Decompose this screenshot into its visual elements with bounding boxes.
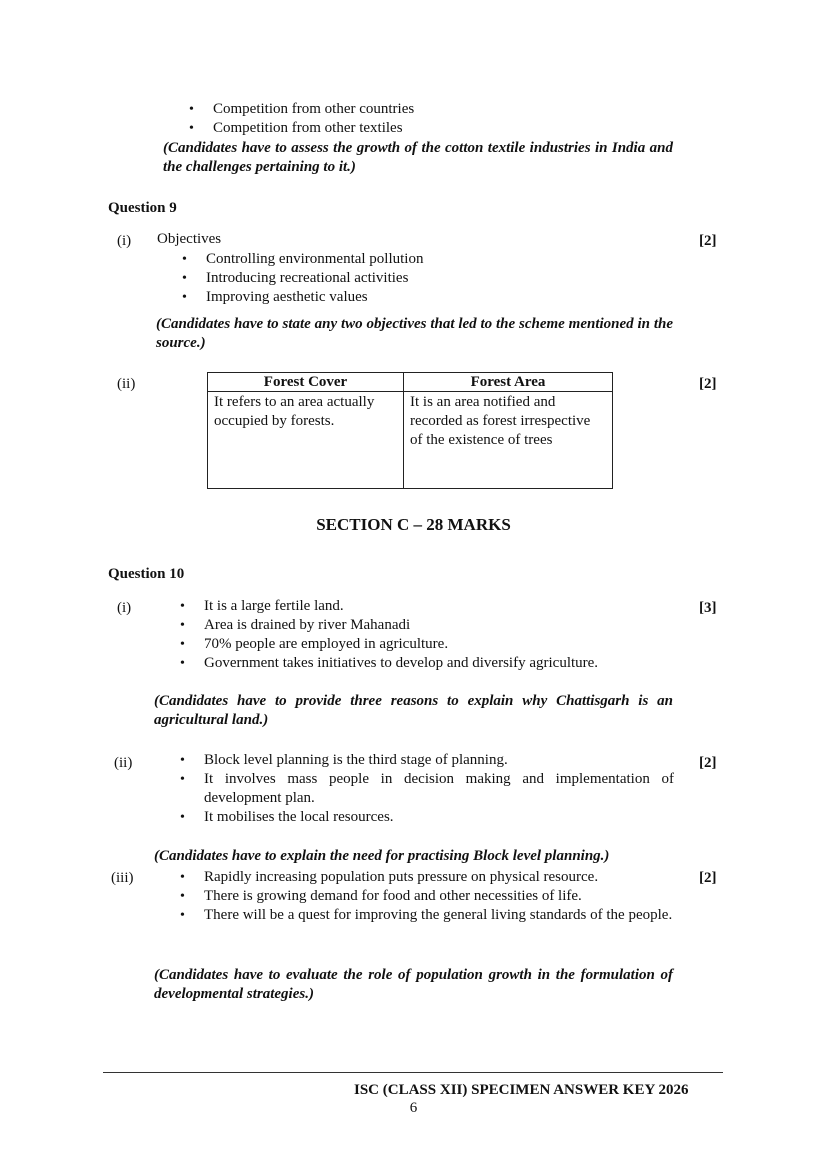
q10-part2-number: (ii) [114,755,133,771]
q9-part1-marks: [2] [699,233,717,249]
q10-part3-number: (iii) [111,870,134,886]
list-item: • Improving aesthetic values [206,288,666,307]
q10-part1-number: (i) [117,600,132,616]
list-item: • 70% people are employed in agriculture. [204,635,674,654]
section-c-heading: SECTION C – 28 MARKS [316,515,511,534]
q10-part2-bullets [204,751,674,827]
question-10-heading: Question 10 [108,566,185,582]
list-item: • There is growing demand for food and other necessities of life. [204,887,674,906]
list-item: • It involves mass people in decision making and implementation of development plan. [204,770,674,808]
table-header-forest-cover: Forest Cover [208,373,404,392]
table-cell-forest-cover: It refers to an area actually occupied by forests. [208,392,404,489]
q10-part3-bullets [204,868,674,925]
footer-title: ISC (CLASS XII) SPECIMEN ANSWER KEY 2026 [354,1082,689,1098]
list-item: • Government takes initiatives to develop and diversify agriculture. [204,654,674,673]
footer-rule [103,1072,723,1073]
table-cell-forest-area: It is an area notified and recorded as forest irrespective of the existence of trees [404,392,613,489]
q9-part2-number: (ii) [117,376,136,392]
q10-part1-marks: [3] [699,600,717,616]
q10-part3-candidate-note: (Candidates have to evaluate the role of population growth in the formulation of developmental strategies.) [154,967,673,1002]
list-item: • Block level planning is the third stage of planning. [204,751,674,770]
q10-part1-candidate-note: (Candidates have to provide three reasons to explain why Chattisgarh is an agricultural land.) [154,693,673,728]
page-number: 6 [409,1100,418,1116]
list-item: • Rapidly increasing population puts pressure on physical resource. [204,868,674,887]
q10-part1-bullets [204,597,674,673]
table-header-forest-area: Forest Area [404,373,613,392]
list-item: • Area is drained by river Mahanadi [204,616,674,635]
q10-part2-candidate-note: (Candidates have to explain the need for practising Block level planning.) [154,848,610,864]
q9-part1-candidate-note: (Candidates have to state any two objectives that led to the scheme mentioned in the source.) [156,316,673,351]
list-item: • It mobilises the local resources. [204,808,674,827]
q8-tail-bullets [213,100,673,138]
q9-part2-marks: [2] [699,376,717,392]
q10-part2-marks: [2] [699,755,717,771]
table-row [208,392,613,489]
q8-candidate-note: (Candidates have to assess the growth of the cotton textile industries in India and the challenges pertaining to it.) [163,140,673,175]
q9-part1-label: Objectives [157,231,222,247]
list-item: • There will be a quest for improving the general living standards of the people. [204,906,674,925]
table-header-row [208,373,613,392]
q9-part1-bullets [206,250,666,307]
list-item: • Competition from other countries [213,100,673,119]
forest-comparison-table [207,372,613,489]
list-item: • Competition from other textiles [213,119,673,138]
list-item: • Introducing recreational activities [206,269,666,288]
question-9-heading: Question 9 [108,200,177,216]
q10-part3-marks: [2] [699,870,717,886]
list-item: • Controlling environmental pollution [206,250,666,269]
list-item: • It is a large fertile land. [204,597,674,616]
q9-part1-number: (i) [117,233,132,249]
